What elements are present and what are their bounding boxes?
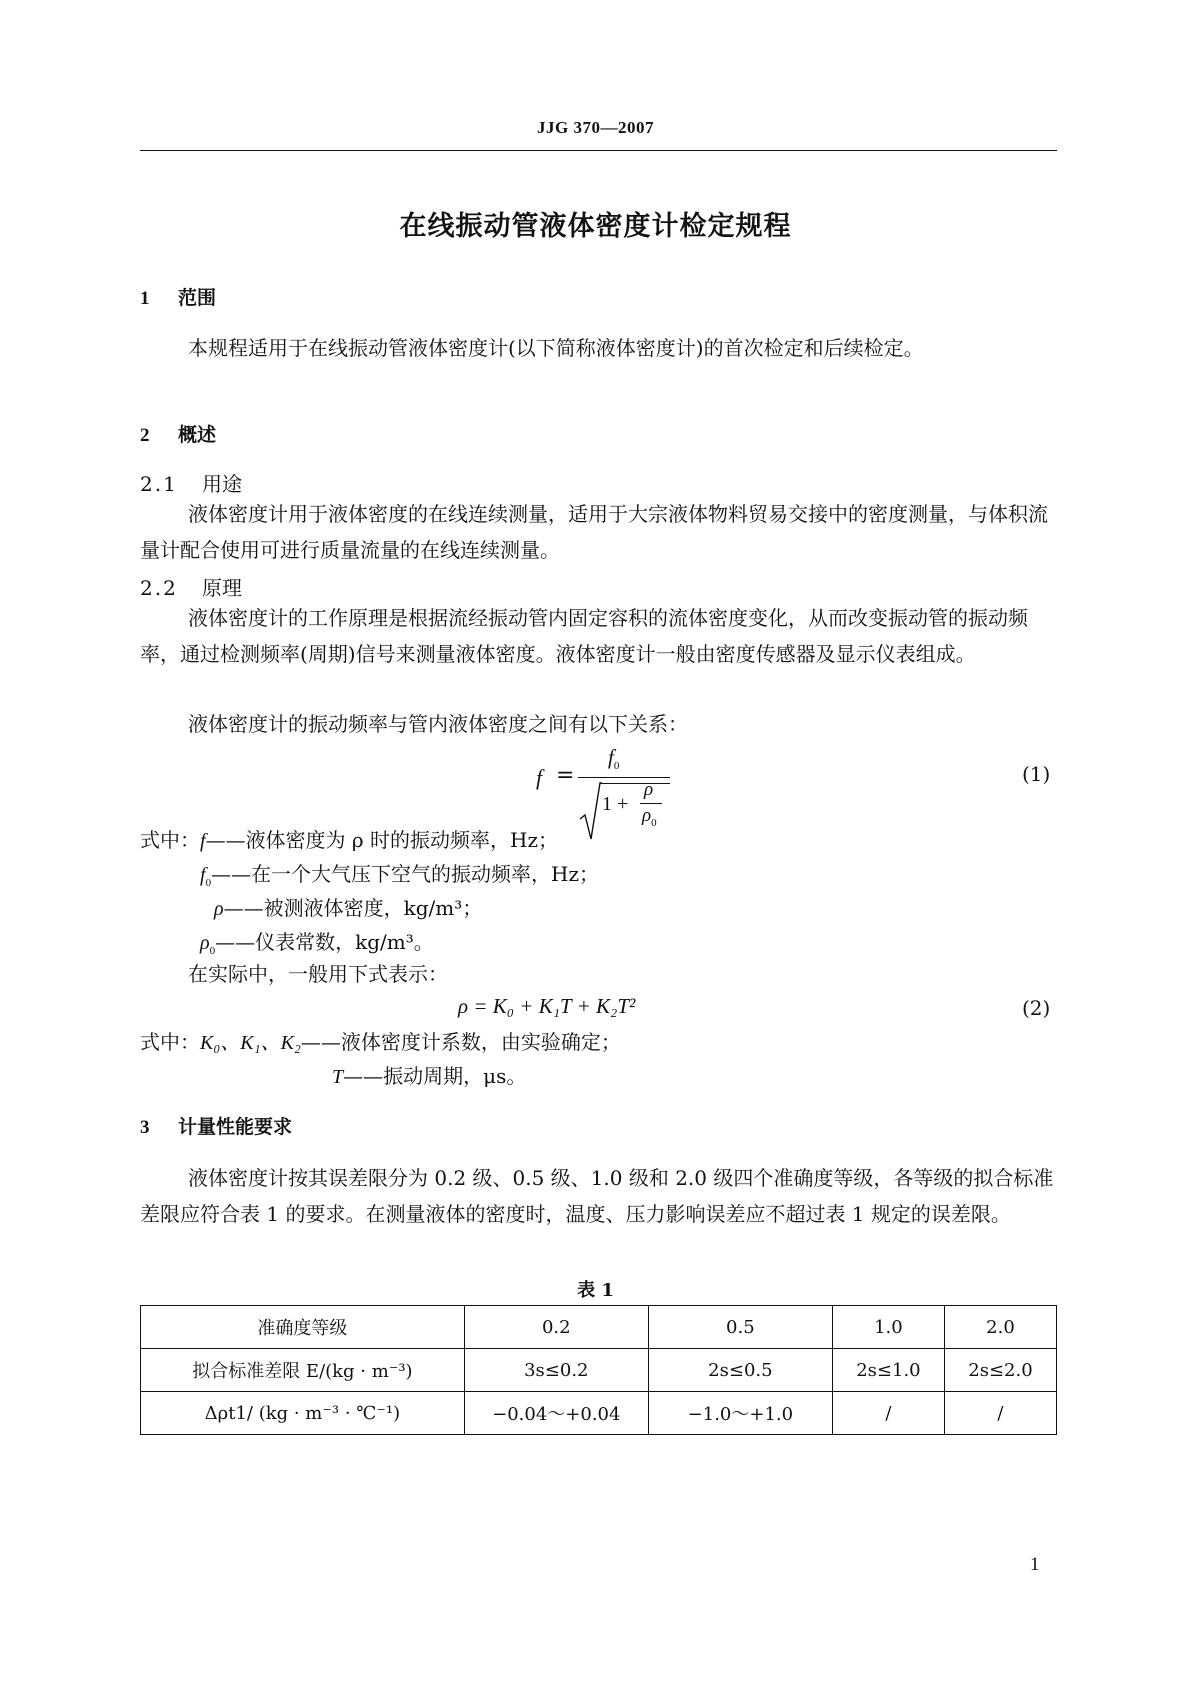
section-3-text: 液体密度计按其误差限分为 0.2 级、0.5 级、1.0 级和 2.0 级四个准确度等级，各等级的拟合标准差限应符合表 1 的要求。在测量液体的密度时，温度、压力影响误差应不超过表 1 规定的误差限。: [140, 1166, 1054, 1226]
def-text: ——液体密度为 ρ 时的振动频率，Hz；: [205, 828, 559, 852]
table-cell: 拟合标准差限 E/(kg · m⁻³): [141, 1349, 465, 1392]
table-cell: 2s≤1.0: [832, 1349, 944, 1392]
subsection-2-2-text-3: 在实际中，一般用下式表示：: [188, 962, 448, 986]
table-cell: −1.0～+1.0: [648, 1392, 832, 1435]
section-2-heading: [140, 420, 216, 447]
table-cell: /: [944, 1392, 1056, 1435]
def-symbol: ρ: [214, 898, 224, 920]
section-number: 2: [140, 425, 150, 446]
page-number: 1: [1030, 1554, 1040, 1575]
eq1-lhs: f: [536, 765, 543, 790]
table-cell: 3s≤0.2: [464, 1349, 648, 1392]
equation-2-number: (2): [1022, 996, 1051, 1020]
page-title: 在线振动管液体密度计检定规程: [399, 211, 792, 242]
def-text: ——被测液体密度，kg/m³；: [223, 896, 483, 920]
table-row: [141, 1349, 1057, 1392]
table-cell: 2s≤0.5: [648, 1349, 832, 1392]
section-number: 3: [140, 1117, 150, 1138]
subsection-2-2-text-2: 液体密度计的振动频率与管内液体密度之间有以下关系：: [188, 712, 688, 736]
header-rule: [140, 150, 1057, 151]
section-title: 概述: [178, 424, 217, 446]
table-row: [141, 1306, 1057, 1349]
def-text: ——在一个大气压下空气的振动频率，Hz；: [211, 862, 600, 886]
table-cell: 2.0: [944, 1306, 1056, 1349]
table-cell: 2s≤2.0: [944, 1349, 1056, 1392]
subsection-2-2-heading: [140, 572, 242, 601]
def-symbol-sub: 0: [209, 945, 216, 957]
section-1-text: 本规程适用于在线振动管液体密度计(以下简称液体密度计)的首次检定和后续检定。: [188, 336, 924, 360]
eq1-one-plus: 1 +: [602, 793, 629, 815]
equation-1-number: (1): [1022, 762, 1051, 786]
subsection-2-1-heading: [140, 468, 242, 497]
section-title: 范围: [178, 287, 217, 309]
table-cell: −0.04～+0.04: [464, 1392, 648, 1435]
table-row: [141, 1392, 1057, 1435]
where-label: 式中：: [140, 1030, 200, 1054]
where-clause-2: [140, 1024, 621, 1061]
table-1: [140, 1305, 1057, 1435]
def-symbol: T: [332, 1066, 344, 1088]
table-cell: 0.2: [464, 1306, 648, 1349]
subsection-number: 2.2: [140, 576, 178, 600]
def-symbol: f: [200, 830, 206, 852]
header-code: JJG 370—2007: [537, 118, 654, 137]
sqrt-overline: [600, 783, 670, 784]
def-text: ——液体密度计系数，由实验确定；: [300, 1030, 621, 1054]
table-cell: 0.5: [648, 1306, 832, 1349]
eq1-inner-denominator: $\rho_0$: [642, 805, 657, 829]
subsection-number: 2.1: [140, 472, 178, 496]
subsection-title: 原理: [202, 576, 242, 600]
table-cell: 准确度等级: [141, 1306, 465, 1349]
eq1-equals: =: [556, 763, 575, 788]
definition-rho: [214, 890, 482, 927]
table-cell: /: [832, 1392, 944, 1435]
section-title: 计量性能要求: [178, 1116, 293, 1138]
where-clause-1: [140, 822, 1057, 859]
def-symbol-sub: 0: [205, 877, 212, 889]
eq1-inner-numerator: ρ: [644, 779, 654, 800]
eq1-fraction-bar: [578, 777, 670, 778]
equation-2: ρ = K₀ + K₁T + K₂T²: [458, 994, 636, 1018]
subsection-2-1-text: 液体密度计用于液体密度的在线连续测量，适用于大宗液体物料贸易交接中的密度测量，与体积流量计配合使用可进行质量流量的在线连续测量。: [140, 502, 1048, 562]
def-text: ——振动周期，μs。: [343, 1064, 527, 1088]
definition-T: [332, 1058, 526, 1095]
eq1-inner-fraction-bar: [640, 803, 662, 804]
section-number: 1: [140, 288, 150, 309]
def-symbol: ρ: [200, 932, 210, 954]
eq1-numerator: $f_0$: [608, 745, 620, 773]
subsection-2-2-text-1: 液体密度计的工作原理是根据流经振动管内固定容积的流体密度变化，从而改变振动管的振动频率，通过检测频率(周期)信号来测量液体密度。液体密度计一般由密度传感器及显示仪表组成。: [140, 606, 1028, 666]
def-text: ——仪表常数，kg/m³。: [215, 930, 434, 954]
table-cell: 1.0: [832, 1306, 944, 1349]
subsection-title: 用途: [202, 472, 242, 496]
section-3-heading: [140, 1112, 292, 1139]
def-symbol: K₀、K₁、K₂: [200, 1032, 301, 1054]
section-1-heading: [140, 283, 216, 310]
def-symbol: f: [200, 864, 206, 886]
table-caption: 表 1: [577, 1280, 614, 1301]
table-cell: Δρt1/ (kg · m⁻³ · ℃⁻¹): [141, 1392, 465, 1435]
where-label: 式中：: [140, 828, 200, 852]
